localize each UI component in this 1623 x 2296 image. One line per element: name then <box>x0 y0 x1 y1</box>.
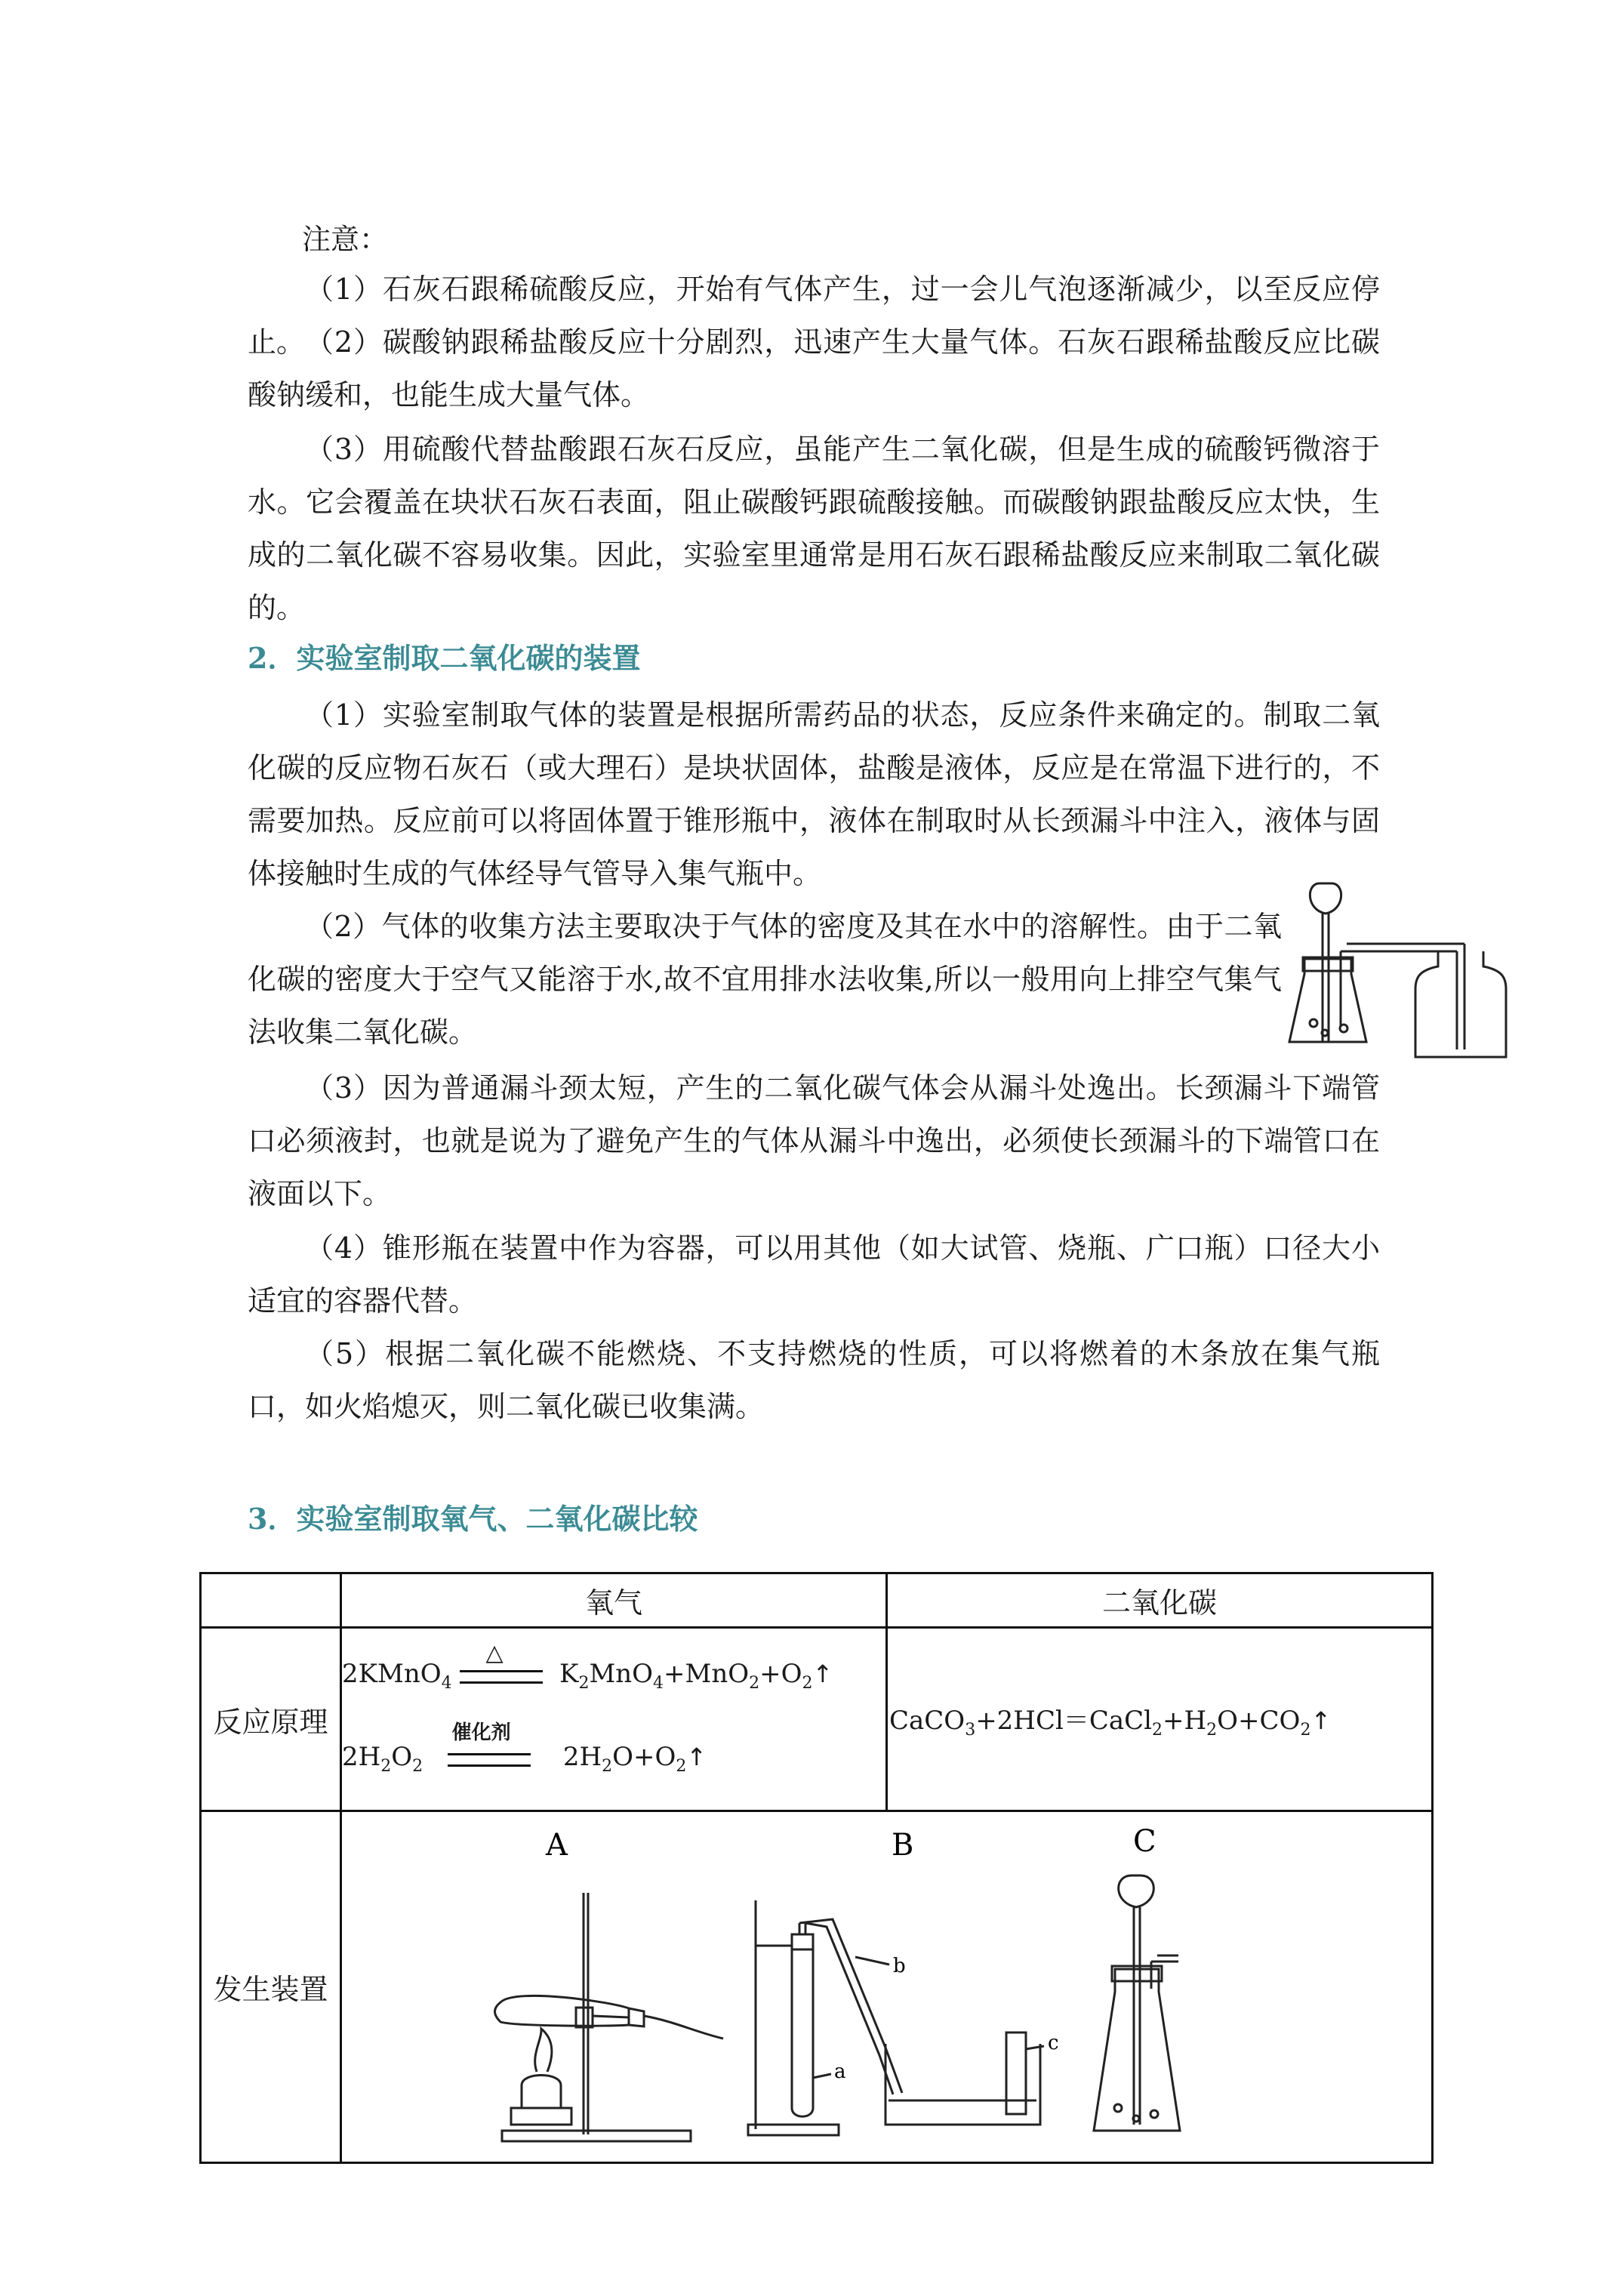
label-c-small: c <box>1048 2031 1059 2054</box>
section-2-paragraph-2: （2）气体的收集方法主要取决于气体的密度及其在水中的溶解性。由于二氧化碳的密度大于空气又能溶于水,故不宜用排水法收集,所以一般用向上排空气集气法收集二氧化碳。 <box>248 910 1282 1049</box>
label-b-small: b <box>893 1954 906 1977</box>
oxygen-equation-h2o2: $2H_2O_2$ 催化剂 $2H_2O+O_2↑$ <box>342 1742 707 1776</box>
table-header-row <box>201 1573 1433 1628</box>
label-a-small: a <box>834 2060 846 2083</box>
oxygen-equations-cell <box>341 1628 887 1811</box>
apparatus-diagram-cell <box>341 1811 1433 2163</box>
header-oxygen: 氧气 <box>341 1573 887 1628</box>
notes-paragraph-3: （3）用硫酸代替盐酸跟石灰石反应，虽能产生二氧化碳，但是生成的硫酸钙微溶于水。它会覆盖在块状石灰石表面，阻止碳酸钙跟硫酸接触。而碳酸钠跟盐酸反应太快，生成的二氧化碳不容易收集。因此，实验室里通常是用石灰石跟稀盐酸反应来制取二氧化碳的。 <box>248 433 1380 624</box>
apparatus-b-drawing <box>748 1900 1044 2135</box>
section-3-heading: 3．实验室制取氧气、二氧化碳比较 <box>248 1502 698 1536</box>
row-label-apparatus: 发生装置 <box>201 1811 341 2163</box>
notes-title: 注意： <box>302 223 389 256</box>
table-corner-cell <box>201 1573 341 1628</box>
section-2-paragraph-1: （1）实验室制取气体的装置是根据所需药品的状态，反应条件来确定的。制取二氧化碳的反应物石灰石（或大理石）是块状固体，盐酸是液体，反应是在常温下进行的，不需要加热。反应前可以将固体置于锥形瓶中，液体在制取时从长颈漏斗中注入，液体与固体接触时生成的气体经导气管导入集气瓶中。 <box>248 698 1380 890</box>
heat-condition-symbol: △ <box>485 1640 504 1666</box>
apparatus-label-a: A <box>546 1827 568 1863</box>
apparatus-label-b: B <box>892 1827 914 1863</box>
table-row-principle <box>201 1628 1433 1811</box>
section-2-heading: 2．实验室制取二氧化碳的装置 <box>248 641 641 675</box>
apparatus-label-c: C <box>1133 1823 1156 1859</box>
co2-apparatus-figure <box>1283 868 1510 1065</box>
oxygen-equation-kmno4: 2KMnO$_4$ △ $K_2MnO_4+MnO_2+O_2↑$ <box>342 1640 833 1693</box>
header-co2: 二氧化碳 <box>887 1573 1433 1628</box>
comparison-table <box>199 1572 1434 2164</box>
table-row-apparatus <box>201 1811 1433 2163</box>
apparatus-diagrams <box>342 1814 1429 2161</box>
apparatus-c-drawing <box>1094 1875 1180 2131</box>
row-label-principle: 反应原理 <box>201 1628 341 1811</box>
apparatus-a-drawing <box>495 1893 724 2141</box>
co2-equation: $CaCO_3+2HCl=CaCl_2+H_2O+CO_2↑$ <box>889 1705 1332 1740</box>
notes-paragraph-1: （1）石灰石跟稀硫酸反应，开始有气体产生，过一会儿气泡逐渐减少，以至反应停止。 <box>248 273 1380 359</box>
section-2-paragraph-4: （4）锥形瓶在装置中作为容器，可以用其他（如大试管、烧瓶、广口瓶）口径大小适宜的容器代替。 <box>248 1231 1380 1318</box>
catalyst-condition-label: 催化剂 <box>451 1721 511 1744</box>
co2-equation-cell <box>887 1628 1433 1811</box>
notes-paragraph-2: （2）碳酸钠跟稀盐酸反应十分剧烈，迅速产生大量气体。石灰石跟稀盐酸反应比碳酸钠缓和，也能生成大量气体。 <box>248 325 1380 411</box>
section-2-paragraph-3: （3）因为普通漏斗颈太短，产生的二氧化碳气体会从漏斗处逸出。长颈漏斗下端管口必须液封，也就是说为了避免产生的气体从漏斗中逸出，必须使长颈漏斗的下端管口在液面以下。 <box>248 1071 1380 1210</box>
section-2-paragraph-5: （5）根据二氧化碳不能燃烧、不支持燃烧的性质，可以将燃着的木条放在集气瓶口，如火焰熄灭，则二氧化碳已收集满。 <box>248 1337 1380 1423</box>
